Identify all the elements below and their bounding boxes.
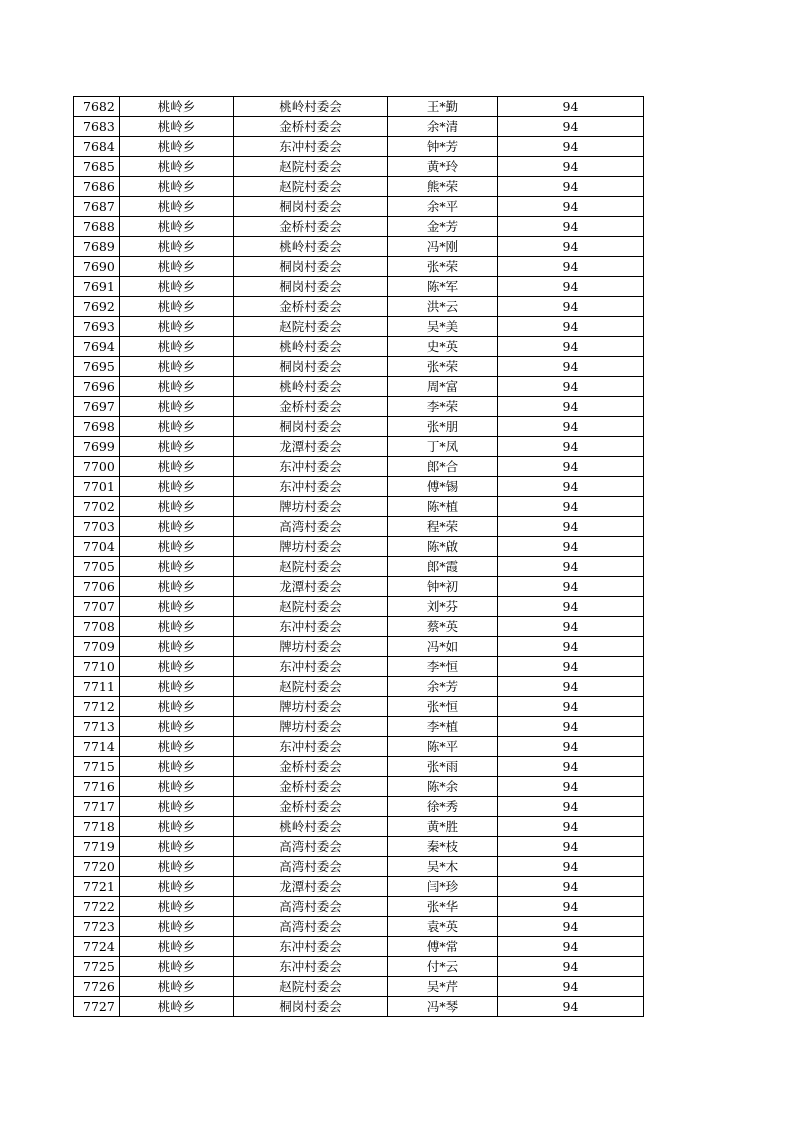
table-row	[74, 557, 644, 577]
village-committee-cell: 桐岗村委会	[234, 357, 388, 377]
town-cell: 桃岭乡	[120, 677, 234, 697]
person-name-cell: 张*恒	[388, 697, 498, 717]
score-cell: 94	[498, 337, 644, 357]
person-name-cell: 张*雨	[388, 757, 498, 777]
town-cell: 桃岭乡	[120, 517, 234, 537]
person-name-cell: 周*富	[388, 377, 498, 397]
score-cell: 94	[498, 617, 644, 637]
row-number-cell: 7695	[74, 357, 120, 377]
score-cell: 94	[498, 697, 644, 717]
person-name-cell: 洪*云	[388, 297, 498, 317]
person-name-cell: 闫*珍	[388, 877, 498, 897]
person-name-cell: 陈*植	[388, 497, 498, 517]
score-cell: 94	[498, 197, 644, 217]
village-committee-cell: 牌坊村委会	[234, 637, 388, 657]
town-cell: 桃岭乡	[120, 757, 234, 777]
village-committee-cell: 东冲村委会	[234, 937, 388, 957]
person-name-cell: 金*芳	[388, 217, 498, 237]
score-cell: 94	[498, 157, 644, 177]
town-cell: 桃岭乡	[120, 737, 234, 757]
town-cell: 桃岭乡	[120, 157, 234, 177]
table-row	[74, 937, 644, 957]
score-cell: 94	[498, 877, 644, 897]
score-cell: 94	[498, 577, 644, 597]
village-committee-cell: 金桥村委会	[234, 217, 388, 237]
person-name-cell: 陈*余	[388, 777, 498, 797]
score-cell: 94	[498, 557, 644, 577]
person-name-cell: 钟*初	[388, 577, 498, 597]
row-number-cell: 7710	[74, 657, 120, 677]
town-cell: 桃岭乡	[120, 797, 234, 817]
row-number-cell: 7719	[74, 837, 120, 857]
table-row	[74, 477, 644, 497]
town-cell: 桃岭乡	[120, 417, 234, 437]
row-number-cell: 7700	[74, 457, 120, 477]
score-cell: 94	[498, 437, 644, 457]
table-row	[74, 137, 644, 157]
person-name-cell: 吴*芹	[388, 977, 498, 997]
table-row	[74, 97, 644, 117]
town-cell: 桃岭乡	[120, 857, 234, 877]
row-number-cell: 7701	[74, 477, 120, 497]
table-row	[74, 877, 644, 897]
village-committee-cell: 赵院村委会	[234, 177, 388, 197]
row-number-cell: 7712	[74, 697, 120, 717]
score-cell: 94	[498, 277, 644, 297]
person-name-cell: 陈*平	[388, 737, 498, 757]
row-number-cell: 7686	[74, 177, 120, 197]
row-number-cell: 7693	[74, 317, 120, 337]
town-cell: 桃岭乡	[120, 237, 234, 257]
score-cell: 94	[498, 597, 644, 617]
town-cell: 桃岭乡	[120, 97, 234, 117]
person-name-cell: 刘*芬	[388, 597, 498, 617]
score-cell: 94	[498, 957, 644, 977]
town-cell: 桃岭乡	[120, 717, 234, 737]
person-name-cell: 冯*琴	[388, 997, 498, 1017]
table-row	[74, 737, 644, 757]
town-cell: 桃岭乡	[120, 117, 234, 137]
row-number-cell: 7705	[74, 557, 120, 577]
person-name-cell: 李*植	[388, 717, 498, 737]
person-name-cell: 黄*玲	[388, 157, 498, 177]
table-row	[74, 597, 644, 617]
row-number-cell: 7688	[74, 217, 120, 237]
person-name-cell: 秦*枝	[388, 837, 498, 857]
table-row	[74, 517, 644, 537]
row-number-cell: 7715	[74, 757, 120, 777]
row-number-cell: 7717	[74, 797, 120, 817]
village-committee-cell: 东冲村委会	[234, 657, 388, 677]
score-cell: 94	[498, 217, 644, 237]
town-cell: 桃岭乡	[120, 377, 234, 397]
town-cell: 桃岭乡	[120, 697, 234, 717]
score-cell: 94	[498, 857, 644, 877]
village-committee-cell: 桃岭村委会	[234, 337, 388, 357]
table-row	[74, 397, 644, 417]
table-row	[74, 337, 644, 357]
table-row	[74, 497, 644, 517]
table-row	[74, 537, 644, 557]
town-cell: 桃岭乡	[120, 877, 234, 897]
person-name-cell: 李*荣	[388, 397, 498, 417]
score-cell: 94	[498, 757, 644, 777]
score-cell: 94	[498, 837, 644, 857]
person-name-cell: 徐*秀	[388, 797, 498, 817]
town-cell: 桃岭乡	[120, 297, 234, 317]
village-committee-cell: 牌坊村委会	[234, 697, 388, 717]
row-number-cell: 7690	[74, 257, 120, 277]
score-cell: 94	[498, 497, 644, 517]
row-number-cell: 7692	[74, 297, 120, 317]
town-cell: 桃岭乡	[120, 657, 234, 677]
village-committee-cell: 赵院村委会	[234, 597, 388, 617]
village-committee-cell: 桐岗村委会	[234, 997, 388, 1017]
town-cell: 桃岭乡	[120, 337, 234, 357]
town-cell: 桃岭乡	[120, 137, 234, 157]
score-cell: 94	[498, 997, 644, 1017]
person-name-cell: 张*朋	[388, 417, 498, 437]
person-name-cell: 张*华	[388, 897, 498, 917]
score-cell: 94	[498, 797, 644, 817]
score-cell: 94	[498, 817, 644, 837]
table-row	[74, 377, 644, 397]
town-cell: 桃岭乡	[120, 357, 234, 377]
town-cell: 桃岭乡	[120, 537, 234, 557]
row-number-cell: 7713	[74, 717, 120, 737]
table-row	[74, 417, 644, 437]
town-cell: 桃岭乡	[120, 957, 234, 977]
table-row	[74, 897, 644, 917]
table-row	[74, 657, 644, 677]
town-cell: 桃岭乡	[120, 897, 234, 917]
score-cell: 94	[498, 657, 644, 677]
village-committee-cell: 桐岗村委会	[234, 277, 388, 297]
table-row	[74, 677, 644, 697]
score-cell: 94	[498, 377, 644, 397]
town-cell: 桃岭乡	[120, 257, 234, 277]
row-number-cell: 7726	[74, 977, 120, 997]
score-cell: 94	[498, 257, 644, 277]
table-row	[74, 817, 644, 837]
score-cell: 94	[498, 177, 644, 197]
person-name-cell: 郎*霞	[388, 557, 498, 577]
person-name-cell: 张*荣	[388, 357, 498, 377]
row-number-cell: 7697	[74, 397, 120, 417]
person-name-cell: 余*平	[388, 197, 498, 217]
village-committee-cell: 赵院村委会	[234, 317, 388, 337]
person-name-cell: 陈*啟	[388, 537, 498, 557]
row-number-cell: 7685	[74, 157, 120, 177]
table-row	[74, 917, 644, 937]
score-cell: 94	[498, 537, 644, 557]
person-name-cell: 吴*美	[388, 317, 498, 337]
village-committee-cell: 牌坊村委会	[234, 537, 388, 557]
town-cell: 桃岭乡	[120, 917, 234, 937]
score-cell: 94	[498, 457, 644, 477]
person-name-cell: 蔡*英	[388, 617, 498, 637]
village-committee-cell: 桃岭村委会	[234, 237, 388, 257]
table-row	[74, 117, 644, 137]
table-row	[74, 797, 644, 817]
village-committee-cell: 高湾村委会	[234, 917, 388, 937]
town-cell: 桃岭乡	[120, 497, 234, 517]
town-cell: 桃岭乡	[120, 277, 234, 297]
village-committee-cell: 金桥村委会	[234, 297, 388, 317]
score-cell: 94	[498, 357, 644, 377]
score-cell: 94	[498, 677, 644, 697]
table-row	[74, 997, 644, 1017]
row-number-cell: 7724	[74, 937, 120, 957]
row-number-cell: 7696	[74, 377, 120, 397]
row-number-cell: 7722	[74, 897, 120, 917]
village-committee-cell: 东冲村委会	[234, 457, 388, 477]
person-name-cell: 袁*英	[388, 917, 498, 937]
person-name-cell: 丁*凤	[388, 437, 498, 457]
person-name-cell: 张*荣	[388, 257, 498, 277]
score-cell: 94	[498, 317, 644, 337]
table-row	[74, 857, 644, 877]
town-cell: 桃岭乡	[120, 397, 234, 417]
village-committee-cell: 桃岭村委会	[234, 377, 388, 397]
table-row	[74, 837, 644, 857]
table-row	[74, 197, 644, 217]
score-cell: 94	[498, 477, 644, 497]
person-name-cell: 余*清	[388, 117, 498, 137]
village-committee-cell: 赵院村委会	[234, 977, 388, 997]
village-committee-cell: 金桥村委会	[234, 797, 388, 817]
town-cell: 桃岭乡	[120, 457, 234, 477]
row-number-cell: 7718	[74, 817, 120, 837]
table-row	[74, 457, 644, 477]
row-number-cell: 7687	[74, 197, 120, 217]
town-cell: 桃岭乡	[120, 597, 234, 617]
village-committee-cell: 桃岭村委会	[234, 97, 388, 117]
town-cell: 桃岭乡	[120, 557, 234, 577]
row-number-cell: 7703	[74, 517, 120, 537]
person-name-cell: 冯*如	[388, 637, 498, 657]
table-row	[74, 957, 644, 977]
table-row	[74, 157, 644, 177]
row-number-cell: 7708	[74, 617, 120, 637]
village-committee-cell: 金桥村委会	[234, 117, 388, 137]
village-committee-cell: 龙潭村委会	[234, 577, 388, 597]
table-row	[74, 277, 644, 297]
table-row	[74, 717, 644, 737]
person-name-cell: 熊*荣	[388, 177, 498, 197]
score-cell: 94	[498, 897, 644, 917]
score-cell: 94	[498, 517, 644, 537]
town-cell: 桃岭乡	[120, 637, 234, 657]
town-cell: 桃岭乡	[120, 817, 234, 837]
village-committee-cell: 东冲村委会	[234, 737, 388, 757]
row-number-cell: 7707	[74, 597, 120, 617]
score-cell: 94	[498, 117, 644, 137]
row-number-cell: 7689	[74, 237, 120, 257]
row-number-cell: 7716	[74, 777, 120, 797]
row-number-cell: 7720	[74, 857, 120, 877]
person-name-cell: 王*勤	[388, 97, 498, 117]
score-cell: 94	[498, 237, 644, 257]
table-row	[74, 217, 644, 237]
person-name-cell: 黄*胜	[388, 817, 498, 837]
village-committee-cell: 龙潭村委会	[234, 437, 388, 457]
row-number-cell: 7727	[74, 997, 120, 1017]
row-number-cell: 7725	[74, 957, 120, 977]
table-row	[74, 177, 644, 197]
table-row	[74, 577, 644, 597]
village-committee-cell: 龙潭村委会	[234, 877, 388, 897]
village-committee-cell: 桐岗村委会	[234, 197, 388, 217]
table-row	[74, 757, 644, 777]
data-table	[73, 96, 644, 1017]
score-cell: 94	[498, 637, 644, 657]
town-cell: 桃岭乡	[120, 937, 234, 957]
town-cell: 桃岭乡	[120, 777, 234, 797]
row-number-cell: 7684	[74, 137, 120, 157]
town-cell: 桃岭乡	[120, 477, 234, 497]
village-committee-cell: 高湾村委会	[234, 857, 388, 877]
village-committee-cell: 东冲村委会	[234, 137, 388, 157]
score-cell: 94	[498, 977, 644, 997]
row-number-cell: 7683	[74, 117, 120, 137]
person-name-cell: 钟*芳	[388, 137, 498, 157]
table-row	[74, 237, 644, 257]
village-committee-cell: 桃岭村委会	[234, 817, 388, 837]
village-committee-cell: 高湾村委会	[234, 837, 388, 857]
table-row	[74, 637, 644, 657]
table-row	[74, 437, 644, 457]
village-committee-cell: 赵院村委会	[234, 557, 388, 577]
score-cell: 94	[498, 737, 644, 757]
row-number-cell: 7721	[74, 877, 120, 897]
score-cell: 94	[498, 397, 644, 417]
table-row	[74, 317, 644, 337]
row-number-cell: 7699	[74, 437, 120, 457]
person-name-cell: 陈*军	[388, 277, 498, 297]
score-cell: 94	[498, 137, 644, 157]
village-committee-cell: 牌坊村委会	[234, 717, 388, 737]
village-committee-cell: 桐岗村委会	[234, 257, 388, 277]
row-number-cell: 7682	[74, 97, 120, 117]
score-cell: 94	[498, 917, 644, 937]
person-name-cell: 冯*刚	[388, 237, 498, 257]
row-number-cell: 7704	[74, 537, 120, 557]
village-committee-cell: 金桥村委会	[234, 777, 388, 797]
town-cell: 桃岭乡	[120, 177, 234, 197]
town-cell: 桃岭乡	[120, 317, 234, 337]
village-committee-cell: 金桥村委会	[234, 397, 388, 417]
table-row	[74, 297, 644, 317]
village-committee-cell: 东冲村委会	[234, 477, 388, 497]
row-number-cell: 7698	[74, 417, 120, 437]
table-body	[74, 97, 644, 1017]
village-committee-cell: 东冲村委会	[234, 957, 388, 977]
table-row	[74, 257, 644, 277]
village-committee-cell: 牌坊村委会	[234, 497, 388, 517]
row-number-cell: 7694	[74, 337, 120, 357]
score-cell: 94	[498, 717, 644, 737]
person-name-cell: 付*云	[388, 957, 498, 977]
person-name-cell: 程*荣	[388, 517, 498, 537]
town-cell: 桃岭乡	[120, 617, 234, 637]
person-name-cell: 傅*常	[388, 937, 498, 957]
score-cell: 94	[498, 937, 644, 957]
table-row	[74, 977, 644, 997]
person-name-cell: 傅*锡	[388, 477, 498, 497]
table-row	[74, 777, 644, 797]
person-name-cell: 史*英	[388, 337, 498, 357]
person-name-cell: 吴*木	[388, 857, 498, 877]
row-number-cell: 7706	[74, 577, 120, 597]
town-cell: 桃岭乡	[120, 217, 234, 237]
score-cell: 94	[498, 297, 644, 317]
village-committee-cell: 高湾村委会	[234, 517, 388, 537]
town-cell: 桃岭乡	[120, 977, 234, 997]
village-committee-cell: 赵院村委会	[234, 677, 388, 697]
table-row	[74, 697, 644, 717]
row-number-cell: 7723	[74, 917, 120, 937]
village-committee-cell: 高湾村委会	[234, 897, 388, 917]
person-name-cell: 余*芳	[388, 677, 498, 697]
row-number-cell: 7702	[74, 497, 120, 517]
table-row	[74, 357, 644, 377]
town-cell: 桃岭乡	[120, 437, 234, 457]
table-row	[74, 617, 644, 637]
village-committee-cell: 东冲村委会	[234, 617, 388, 637]
village-committee-cell: 赵院村委会	[234, 157, 388, 177]
score-cell: 94	[498, 97, 644, 117]
row-number-cell: 7714	[74, 737, 120, 757]
town-cell: 桃岭乡	[120, 997, 234, 1017]
town-cell: 桃岭乡	[120, 837, 234, 857]
score-cell: 94	[498, 417, 644, 437]
row-number-cell: 7691	[74, 277, 120, 297]
person-name-cell: 李*恒	[388, 657, 498, 677]
row-number-cell: 7709	[74, 637, 120, 657]
score-cell: 94	[498, 777, 644, 797]
row-number-cell: 7711	[74, 677, 120, 697]
town-cell: 桃岭乡	[120, 197, 234, 217]
town-cell: 桃岭乡	[120, 577, 234, 597]
person-name-cell: 郎*合	[388, 457, 498, 477]
village-committee-cell: 金桥村委会	[234, 757, 388, 777]
village-committee-cell: 桐岗村委会	[234, 417, 388, 437]
